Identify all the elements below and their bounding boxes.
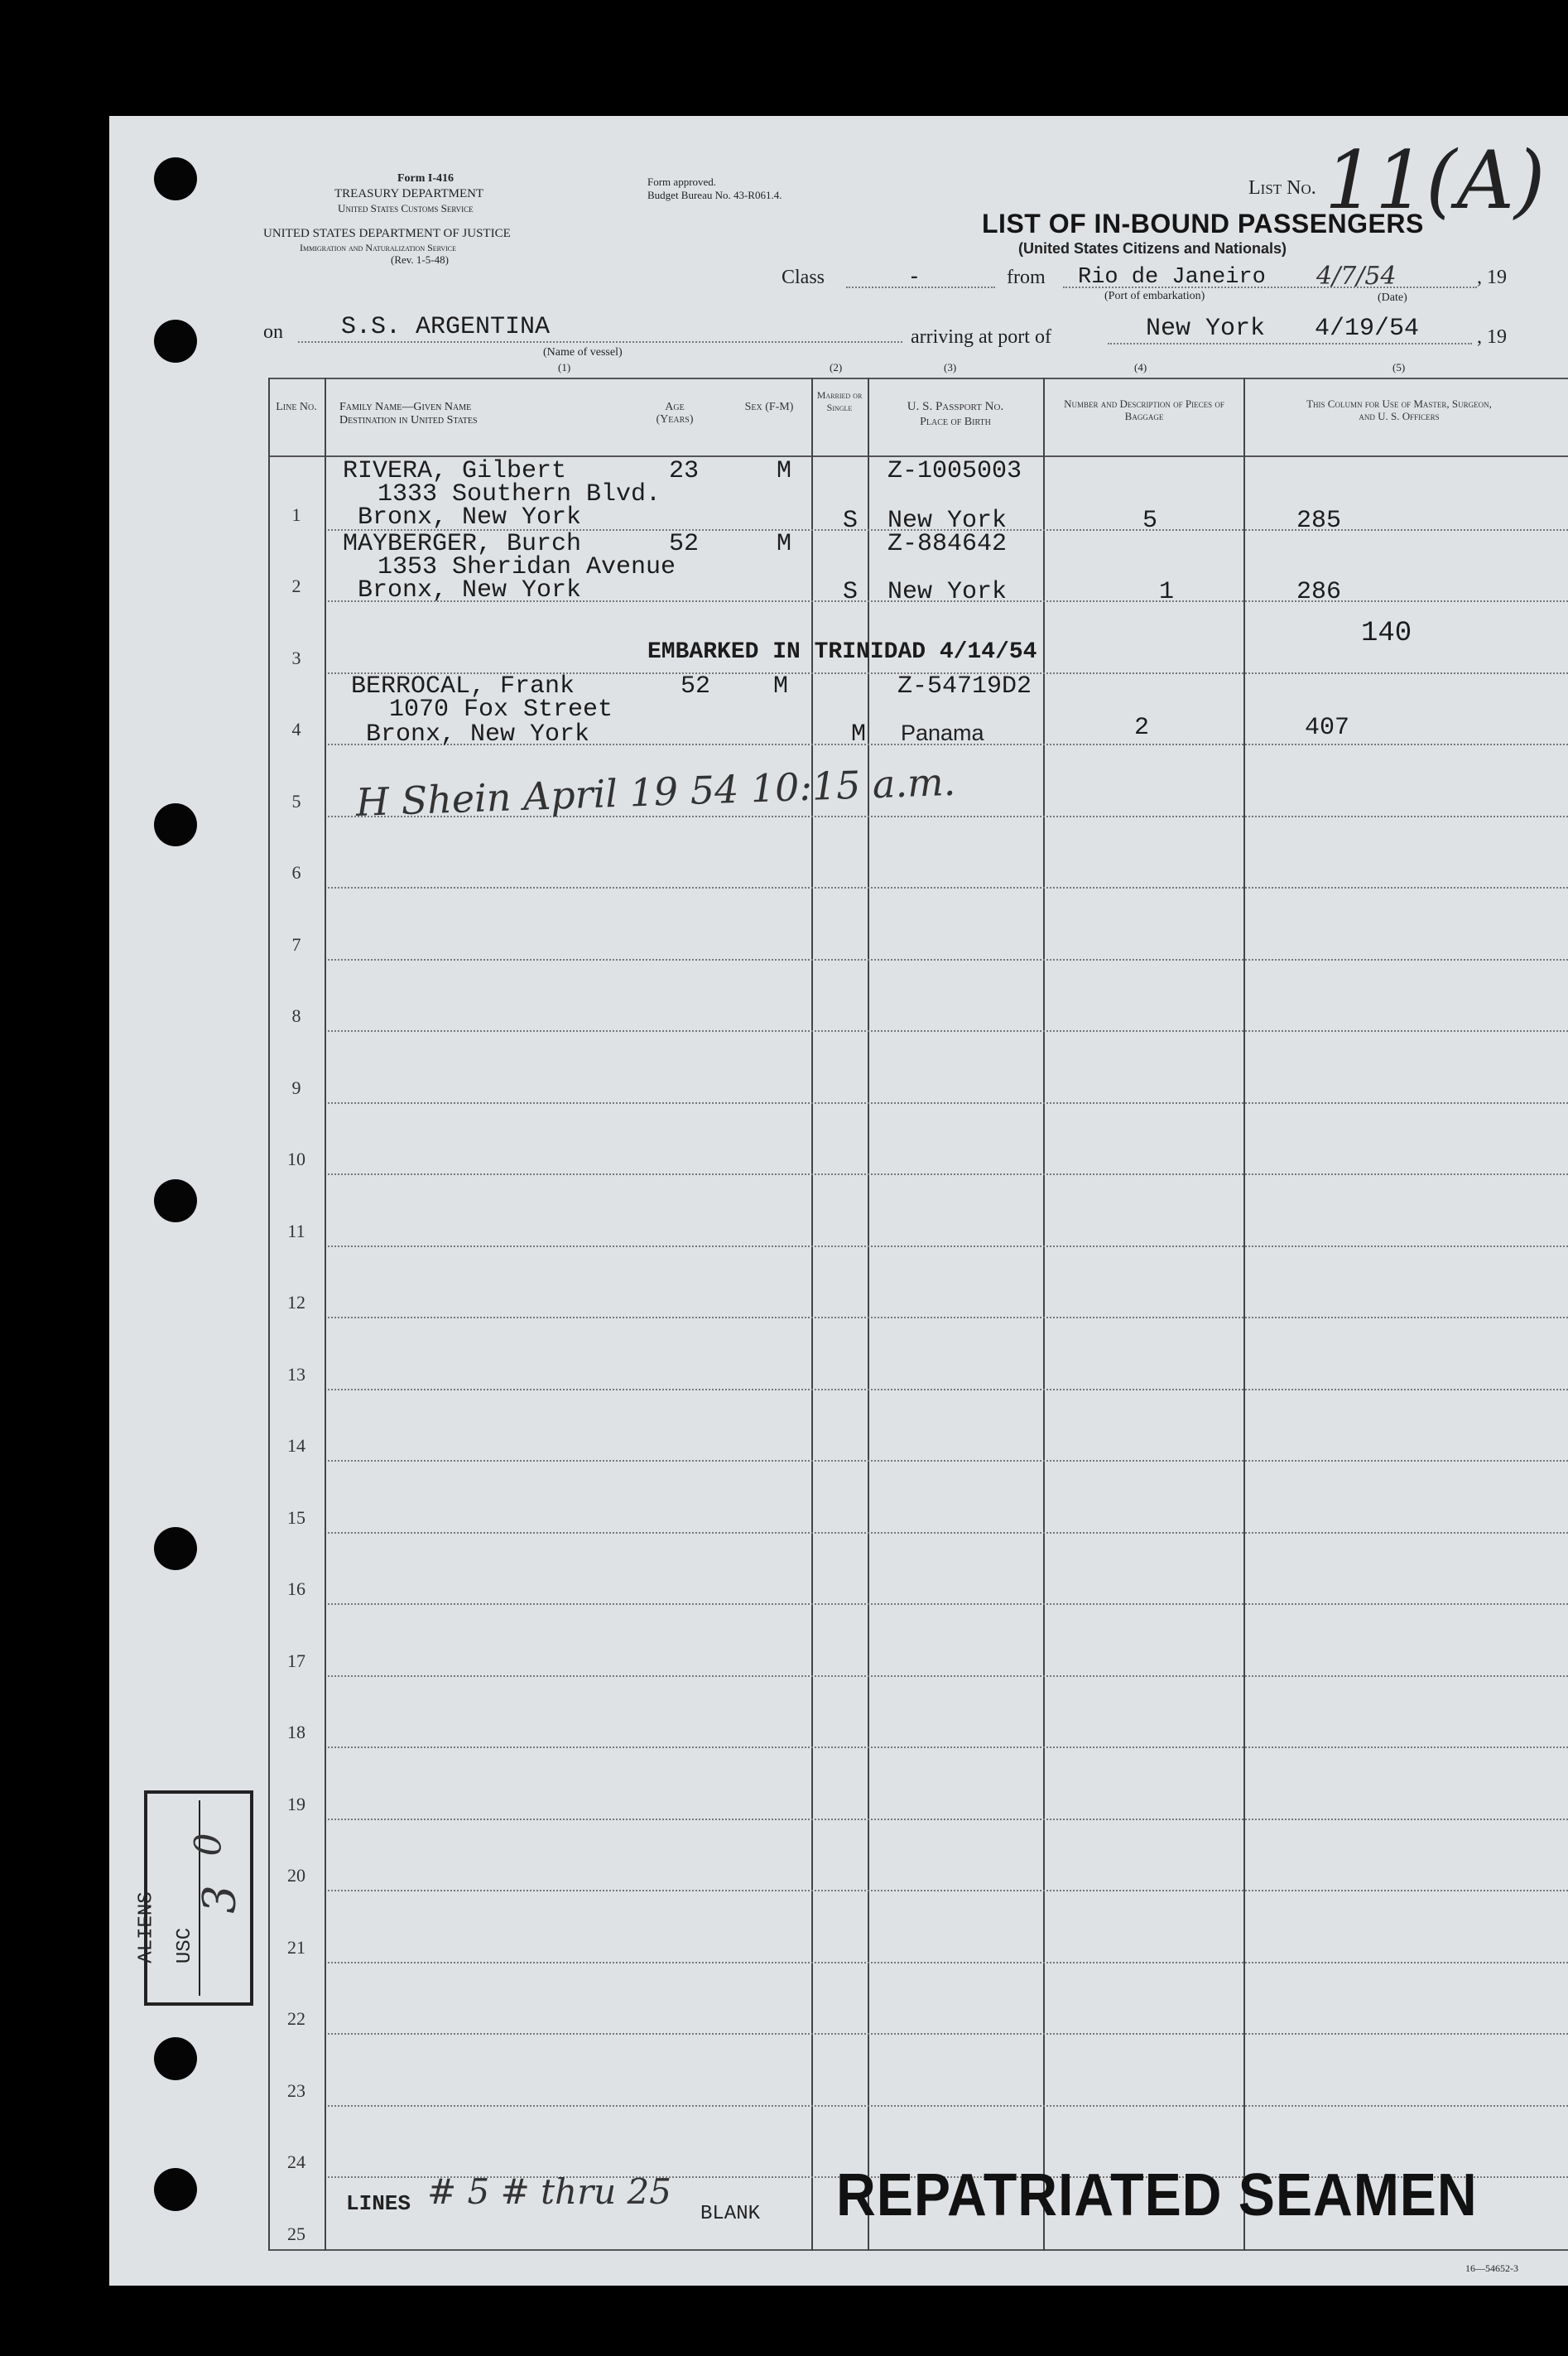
line-number: 2 bbox=[291, 576, 301, 596]
officer-number: 286 bbox=[1296, 578, 1342, 606]
line-number: 22 bbox=[287, 2008, 305, 2029]
line-number: 14 bbox=[287, 1435, 305, 1456]
binder-hole bbox=[154, 157, 197, 200]
column-divider bbox=[325, 378, 326, 2251]
passenger-name: RIVERA, Gilbert bbox=[343, 457, 567, 485]
line-number: 5 bbox=[291, 790, 301, 812]
passenger-marital: S bbox=[843, 578, 859, 606]
line-number: 19 bbox=[287, 1793, 305, 1814]
row-divider bbox=[328, 1675, 1568, 1677]
passenger-sex: M bbox=[773, 672, 789, 701]
line-number: 20 bbox=[287, 1865, 305, 1886]
repatriated-seamen-stamp: REPATRIATED SEAMEN bbox=[836, 2162, 1478, 2228]
row-divider bbox=[328, 1532, 1568, 1534]
passenger-address: 1333 Southern Blvd. bbox=[378, 480, 661, 508]
passenger-address: Bronx, New York bbox=[358, 503, 582, 532]
passenger-age: 52 bbox=[669, 530, 700, 558]
class-line bbox=[846, 287, 995, 288]
customs-service: United States Customs Service bbox=[338, 202, 474, 214]
line-number: 11 bbox=[287, 1220, 305, 1241]
line-number: 23 bbox=[287, 2079, 305, 2101]
vessel-caption: (Name of vessel) bbox=[543, 346, 623, 359]
officer-number: 407 bbox=[1305, 714, 1350, 742]
form-title: LIST OF IN-BOUND PASSENGERS bbox=[982, 209, 1424, 238]
binder-hole bbox=[154, 1527, 197, 1570]
row-divider bbox=[328, 1102, 1568, 1104]
row-divider bbox=[328, 1819, 1568, 1820]
line-number: 4 bbox=[291, 719, 301, 740]
passenger-address: Bronx, New York bbox=[366, 720, 590, 749]
row-divider bbox=[328, 1317, 1568, 1318]
form-approved: Form approved. bbox=[647, 176, 717, 188]
budget-bureau: Budget Bureau No. 43-R061.4. bbox=[647, 189, 782, 201]
passenger-name: BERROCAL, Frank bbox=[351, 672, 575, 701]
passenger-baggage: 5 bbox=[1142, 507, 1158, 535]
line-number: 1 bbox=[291, 503, 301, 525]
line-number: 6 bbox=[291, 862, 301, 883]
header-birthplace: Place of Birth bbox=[920, 416, 991, 428]
row-divider bbox=[328, 1030, 1568, 1032]
passenger-address: 1353 Sheridan Avenue bbox=[378, 553, 676, 581]
list-no-label: List No. bbox=[1248, 177, 1316, 199]
passenger-age: 52 bbox=[681, 672, 711, 701]
embarked-note: EMBARKED IN TRINIDAD 4/14/54 bbox=[647, 639, 1037, 665]
line-number: 18 bbox=[287, 1722, 305, 1742]
passenger-address: 1070 Fox Street bbox=[389, 696, 613, 724]
port-embark-caption: (Port of embarkation) bbox=[1104, 290, 1205, 302]
port-of-embarkation: Rio de Janeiro bbox=[1078, 265, 1266, 290]
row-divider bbox=[328, 1389, 1568, 1390]
table-top-border bbox=[268, 378, 1568, 379]
embarkation-date: 4/7/54 bbox=[1316, 262, 1397, 291]
arriving-label: arriving at port of bbox=[911, 326, 1051, 348]
passenger-name: MAYBERGER, Burch bbox=[343, 530, 582, 558]
usc-label: USC bbox=[174, 1927, 197, 1964]
row-divider bbox=[328, 1603, 1568, 1605]
line-number: 25 bbox=[287, 2223, 305, 2244]
passenger-baggage: 1 bbox=[1159, 578, 1175, 606]
officer-note-140: 140 bbox=[1361, 618, 1412, 649]
usc-value: 3 bbox=[193, 1885, 246, 1914]
footer-code: 16—54652-3 bbox=[1465, 2262, 1518, 2274]
on-label: on bbox=[263, 321, 283, 343]
row-divider bbox=[328, 959, 1568, 961]
header-baggage: Number and Description of Pieces of Baggage bbox=[1064, 397, 1224, 422]
justice-dept: UNITED STATES DEPARTMENT OF JUSTICE bbox=[263, 227, 511, 240]
line-number: 3 bbox=[291, 647, 301, 668]
list-no-value: 11(A) bbox=[1325, 134, 1546, 227]
class-label: Class bbox=[782, 267, 825, 288]
table-left-border bbox=[268, 378, 270, 2251]
officer-number: 285 bbox=[1296, 507, 1342, 535]
passenger-baggage: 2 bbox=[1134, 714, 1150, 742]
binder-hole bbox=[154, 2168, 197, 2211]
line-number: 12 bbox=[287, 1292, 305, 1313]
column-number: (1) bbox=[558, 361, 571, 373]
binder-hole bbox=[154, 1179, 197, 1222]
header-age: Age (Years) bbox=[656, 401, 694, 426]
class-value: - bbox=[911, 263, 918, 287]
row-divider bbox=[328, 2033, 1568, 2035]
vessel-name: S.S. ARGENTINA bbox=[341, 313, 551, 341]
ins-service: Immigration and Naturalization Service bbox=[300, 242, 457, 253]
binder-hole bbox=[154, 803, 197, 846]
arrival-date: 4/19/54 bbox=[1315, 315, 1420, 343]
aliens-label: ALIENS bbox=[135, 1891, 158, 1963]
year-suffix-1: , 19 bbox=[1477, 267, 1507, 288]
passenger-marital: S bbox=[843, 507, 859, 535]
treasury-dept: TREASURY DEPARTMENT bbox=[334, 187, 484, 200]
date-caption: (Date) bbox=[1378, 291, 1407, 304]
passenger-birthplace: New York bbox=[887, 507, 1008, 535]
header-line-no: Line No. bbox=[276, 401, 317, 413]
handwritten-inspection-note: H Shein April 19 54 10:15 a.m. bbox=[355, 759, 957, 825]
header-destination: Destination in United States bbox=[339, 414, 478, 426]
from-label: from bbox=[1007, 267, 1046, 288]
lines-range: # 5 # thru 25 bbox=[427, 2171, 672, 2212]
aliens-value: 0 bbox=[187, 1833, 230, 1857]
line-number: 17 bbox=[287, 1650, 305, 1671]
revision: (Rev. 1-5-48) bbox=[391, 253, 449, 266]
row-divider bbox=[328, 887, 1568, 889]
passenger-passport: Z-884642 bbox=[887, 530, 1008, 558]
line-number: 8 bbox=[291, 1005, 301, 1026]
line-number: 21 bbox=[287, 1936, 305, 1958]
line-number: 9 bbox=[291, 1077, 301, 1098]
column-number: (5) bbox=[1392, 361, 1406, 373]
column-number: (4) bbox=[1134, 361, 1147, 373]
header-officers: This Column for Use of Master, Surgeon, and U. S. Officers bbox=[1306, 397, 1492, 422]
blank-label: BLANK bbox=[700, 2203, 761, 2225]
passenger-birthplace: New York bbox=[887, 578, 1008, 606]
lines-label: LINES bbox=[346, 2191, 411, 2216]
row-divider bbox=[328, 1173, 1568, 1175]
passenger-birthplace: Panama bbox=[901, 720, 984, 745]
year-suffix-2: , 19 bbox=[1477, 326, 1507, 348]
header-passport: U. S. Passport No. bbox=[907, 400, 1004, 413]
row-divider bbox=[328, 1890, 1568, 1891]
form-sheet bbox=[109, 116, 1568, 2286]
line-number: 7 bbox=[291, 933, 301, 955]
passenger-passport: Z-54719D2 bbox=[897, 672, 1032, 701]
column-number: (3) bbox=[944, 361, 957, 373]
passenger-marital: M bbox=[851, 720, 867, 749]
arrival-port: New York bbox=[1146, 315, 1266, 343]
passenger-sex: M bbox=[777, 530, 792, 558]
line-number: 15 bbox=[287, 1506, 305, 1528]
row-divider bbox=[328, 1962, 1568, 1963]
form-number: Form I-416 bbox=[397, 172, 455, 185]
passenger-passport: Z-1005003 bbox=[887, 457, 1022, 485]
binder-hole bbox=[154, 320, 197, 363]
passenger-age: 23 bbox=[669, 457, 700, 485]
header-name: Family Name—Given Name bbox=[339, 401, 472, 413]
arrival-line bbox=[1108, 343, 1472, 344]
row-divider bbox=[328, 1245, 1568, 1247]
header-sex: Sex (F-M) bbox=[744, 401, 794, 413]
passenger-address: Bronx, New York bbox=[358, 576, 582, 605]
column-divider bbox=[1043, 378, 1045, 2251]
row-divider bbox=[328, 1747, 1568, 1748]
table-bottom-border bbox=[268, 2249, 1568, 2251]
column-number: (2) bbox=[830, 361, 843, 373]
vessel-line bbox=[298, 341, 902, 343]
line-number: 24 bbox=[287, 2151, 305, 2172]
form-subtitle: (United States Citizens and Nationals) bbox=[1018, 240, 1287, 257]
header-married: Married or Single bbox=[816, 389, 863, 413]
column-divider bbox=[1243, 378, 1245, 2251]
binder-hole bbox=[154, 2037, 197, 2080]
passenger-sex: M bbox=[777, 457, 792, 485]
line-number: 16 bbox=[287, 1578, 305, 1599]
row-divider bbox=[328, 1460, 1568, 1462]
aliens-usc-stamp bbox=[135, 1790, 253, 2006]
row-divider bbox=[328, 2105, 1568, 2107]
line-number: 10 bbox=[287, 1149, 305, 1169]
line-number: 13 bbox=[287, 1363, 305, 1385]
